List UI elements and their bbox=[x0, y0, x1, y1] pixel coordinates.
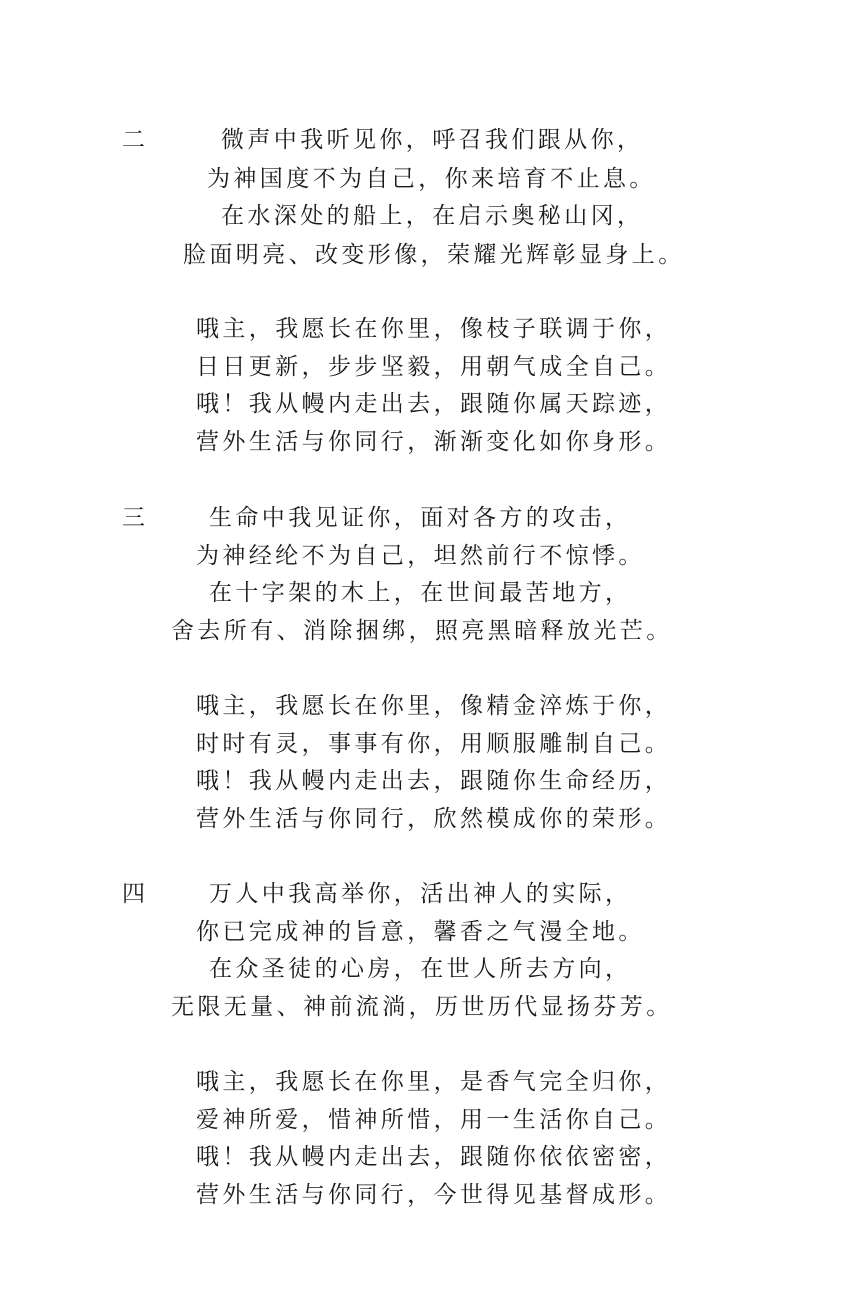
chorus-line: 哦！我从幔内走出去，跟随你属天踪迹， bbox=[196, 391, 672, 417]
verse-line: 万人中我高举你，活出神人的实际， bbox=[209, 881, 632, 907]
chorus-line: 日日更新，步步坚毅，用朝气成全自己。 bbox=[196, 354, 672, 380]
chorus-line: 哦！我从幔内走出去，跟随你生命经历， bbox=[196, 768, 672, 794]
verse-line: 微声中我听见你，呼召我们跟从你， bbox=[221, 127, 644, 153]
chorus-line: 时时有灵，事事有你，用顺服雕制自己。 bbox=[196, 731, 672, 757]
chorus-line: 哦主，我愿长在你里，像枝子联调于你， bbox=[196, 316, 672, 342]
verse-line: 为神经纶不为自己，坦然前行不惊悸。 bbox=[196, 543, 645, 569]
chorus-line: 营外生活与你同行，渐渐变化如你身形。 bbox=[196, 429, 672, 455]
verse-line: 脸面明亮、改变形像，荣耀光辉彰显身上。 bbox=[183, 242, 685, 268]
verse-line: 舍去所有、消除捆绑，照亮黑暗释放光芒。 bbox=[171, 618, 673, 644]
verse-line: 你已完成神的旨意，馨香之气漫全地。 bbox=[196, 919, 645, 945]
stanza-number: 二 bbox=[122, 127, 145, 153]
verse-line: 在水深处的船上，在启示奥秘山冈， bbox=[221, 203, 644, 229]
stanza-number: 四 bbox=[122, 881, 145, 907]
chorus-line: 爱神所爱，惜神所惜，用一生活你自己。 bbox=[196, 1107, 672, 1133]
verse-line: 在众圣徒的心房，在世人所去方向， bbox=[209, 956, 632, 982]
verse-line: 为神国度不为自己，你来培育不止息。 bbox=[207, 166, 656, 192]
chorus-line: 营外生活与你同行，今世得见基督成形。 bbox=[196, 1182, 672, 1208]
chorus-line: 营外生活与你同行，欣然模成你的荣形。 bbox=[196, 806, 672, 832]
chorus-line: 哦主，我愿长在你里，是香气完全归你， bbox=[196, 1069, 672, 1095]
verse-line: 无限无量、神前流淌，历世历代显扬芬芳。 bbox=[171, 994, 673, 1020]
chorus-line: 哦主，我愿长在你里，像精金淬炼于你， bbox=[196, 693, 672, 719]
stanza-number: 三 bbox=[122, 505, 145, 531]
chorus-line: 哦！我从幔内走出去，跟随你依依密密， bbox=[196, 1144, 672, 1170]
verse-line: 在十字架的木上，在世间最苦地方， bbox=[209, 580, 632, 606]
verse-line: 生命中我见证你，面对各方的攻击， bbox=[209, 505, 632, 531]
